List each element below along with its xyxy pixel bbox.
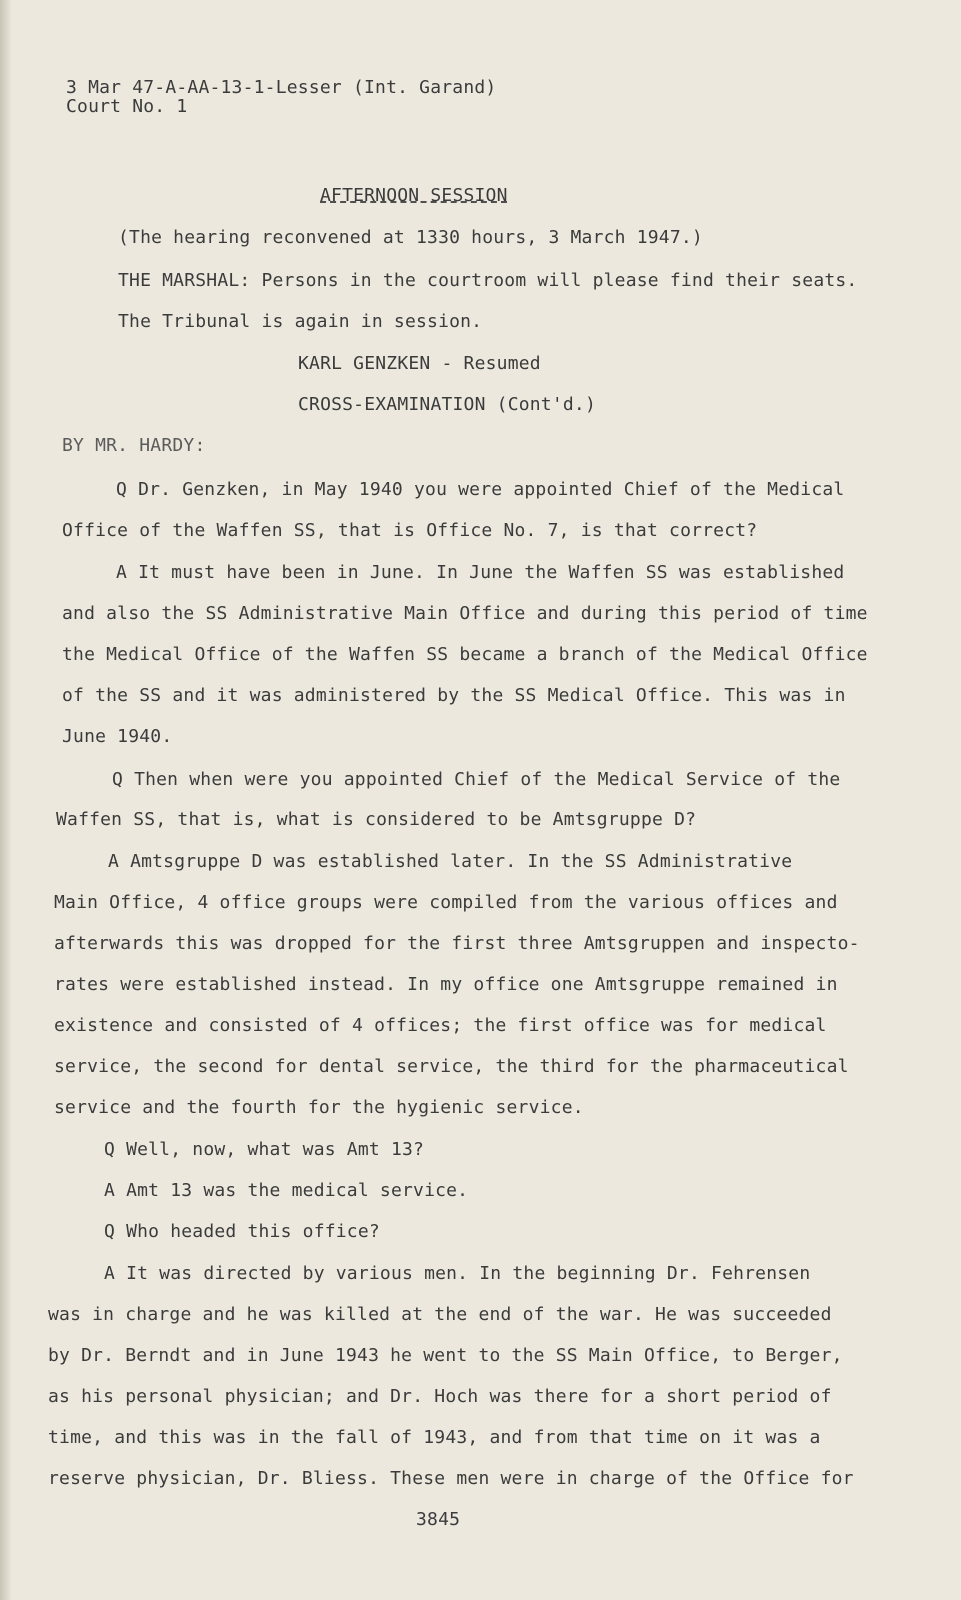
transcript-line: afterwards this was dropped for the first three Amtsgruppen and inspecto- [54,933,860,954]
transcript-line: rates were established instead. In my office one Amtsgruppe remained in [54,974,838,995]
transcript-line: was in charge and he was killed at the end of the war. He was succeeded [48,1304,832,1325]
header-line-1: 3 Mar 47-A-AA-13-1-Lesser (Int. Garand) [66,77,497,98]
transcript-line: of the SS and it was administered by the SS Medical Office. This was in [62,685,846,706]
transcript-line: Q Who headed this office? [104,1221,380,1242]
exam-heading: CROSS-EXAMINATION (Cont'd.) [298,394,596,415]
transcript-line: Q Then when were you appointed Chief of the Medical Service of the [112,769,841,790]
transcript-line: reserve physician, Dr. Bliess. These men were in charge of the Office for [48,1468,854,1489]
page-edge-shadow [0,0,12,1600]
marshal-line-1: THE MARSHAL: Persons in the courtroom will please find their seats. [118,270,858,291]
transcript-line: Office of the Waffen SS, that is Office No. 7, is that correct? [62,520,758,541]
transcript-line: Q Dr. Genzken, in May 1940 you were appointed Chief of the Medical [116,479,845,500]
transcript-line: service, the second for dental service, the third for the pharmaceutical [54,1056,849,1077]
transcript-line: existence and consisted of 4 offices; the first office was for medical [54,1015,827,1036]
transcript-line: and also the SS Administrative Main Office and during this period of time [62,603,868,624]
header-line-2: Court No. 1 [66,96,188,117]
transcript-line: A Amtsgruppe D was established later. In the SS Administrative [108,851,793,872]
marshal-line-2: The Tribunal is again in session. [118,311,483,332]
transcript-line: June 1940. [62,726,173,747]
transcript-line: Waffen SS, that is, what is considered to be Amtsgruppe D? [56,809,697,830]
transcript-line: Main Office, 4 office groups were compiled from the various offices and [54,892,838,913]
transcript-line: service and the fourth for the hygienic service. [54,1097,584,1118]
transcript-line: as his personal physician; and Dr. Hoch was there for a short period of [48,1386,832,1407]
transcript-line: A It was directed by various men. In the beginning Dr. Fehrensen [104,1263,811,1284]
transcript-line: Q Well, now, what was Amt 13? [104,1139,425,1160]
transcript-line: A It must have been in June. In June the Waffen SS was established [116,562,845,583]
transcript-line: time, and this was in the fall of 1943, and from that time on it was a [48,1427,821,1448]
transcript-line: the Medical Office of the Waffen SS became a branch of the Medical Office [62,644,868,665]
witness-heading: KARL GENZKEN - Resumed [298,353,541,374]
examiner-heading: BY MR. HARDY: [62,435,206,456]
session-title: AFTERNOON SESSION [320,185,508,206]
reconvened-note: (The hearing reconvened at 1330 hours, 3 March 1947.) [118,227,703,248]
transcript-line: by Dr. Berndt and in June 1943 he went to the SS Main Office, to Berger, [48,1345,843,1366]
transcript-line: A Amt 13 was the medical service. [104,1180,469,1201]
page-number: 3845 [416,1509,461,1530]
